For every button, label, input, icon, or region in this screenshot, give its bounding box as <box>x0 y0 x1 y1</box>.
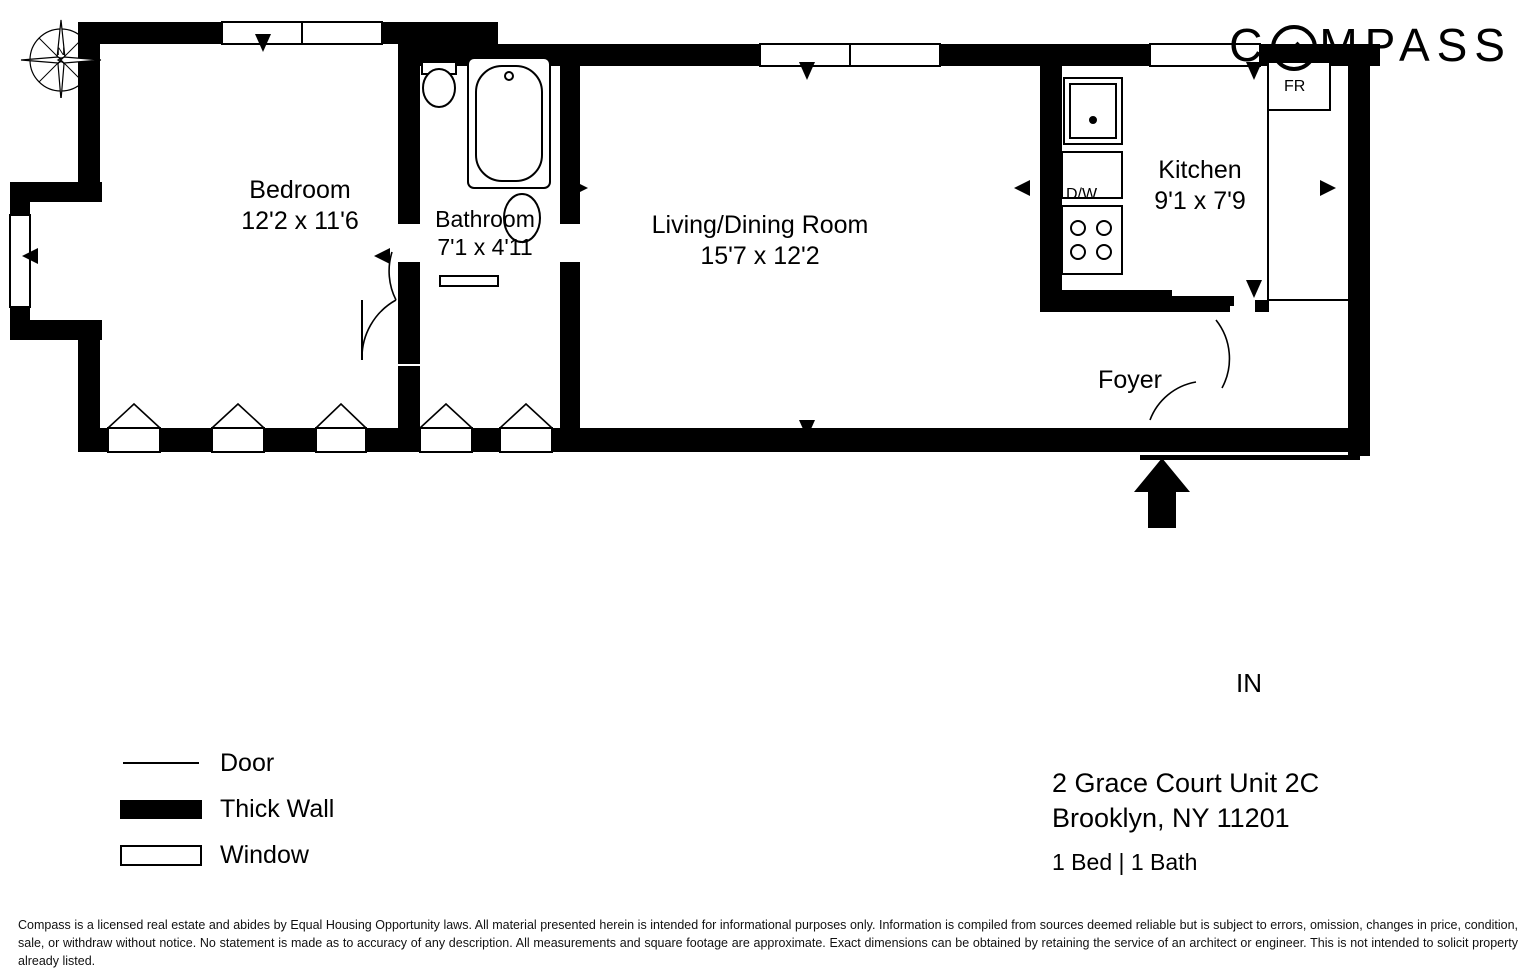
legend-label-door: Door <box>220 748 275 777</box>
room-dims-bedroom: 12'2 x 11'6 <box>241 206 359 235</box>
room-name-bathroom: Bathroom <box>435 206 535 232</box>
room-label-living <box>560 210 960 271</box>
room-dims-bathroom: 7'1 x 4'11 <box>437 234 533 261</box>
thick-wall-swatch <box>120 800 202 819</box>
beds-baths: 1 Bed | 1 Bath <box>1052 849 1198 876</box>
disclaimer-text: Compass is a licensed real estate and abides by Equal Housing Opportunity laws. All material presented herein is intended for informational purposes only. Information is compiled from sources deemed reliable but is subject to errors, omission, changes in price, condition, sale, or withdraw without notice. No statement is made as to accuracy of any description. All measurements and square footage are approximate. Exact dimensions can be obtained by retaining the service of an architect or engineer. This is not intended to solicit property already listed. <box>18 918 1518 969</box>
compass-circle-icon <box>1271 25 1317 71</box>
room-name-bedroom: Bedroom <box>249 176 351 204</box>
room-label-bathroom <box>395 205 575 261</box>
address-line-1: 2 Grace Court Unit 2C <box>1052 768 1320 798</box>
legend-item-window <box>120 832 450 878</box>
entry-label: IN <box>1236 668 1262 698</box>
appliance-label-fridge: FR <box>1284 78 1306 95</box>
room-dims-kitchen: 9'1 x 7'9 <box>1154 186 1246 215</box>
room-name-kitchen: Kitchen <box>1158 156 1242 184</box>
compass-logo <box>1229 18 1512 72</box>
window-swatch <box>120 845 202 866</box>
entry-arrow-icon <box>1134 458 1190 528</box>
brand-text-right: MPASS <box>1319 19 1512 71</box>
room-dims-living: 15'7 x 12'2 <box>700 241 820 270</box>
legend <box>120 740 450 878</box>
appliance-label-dishwasher: D/W <box>1066 186 1098 203</box>
door-line-swatch <box>120 762 202 764</box>
room-label-foyer <box>1030 365 1230 396</box>
legend-label-thick-wall: Thick Wall <box>220 794 335 823</box>
legend-item-door <box>120 740 450 786</box>
room-name-foyer: Foyer <box>1098 366 1162 394</box>
address-line-2: Brooklyn, NY 11201 <box>1052 802 1290 833</box>
compass-rose-icon <box>18 12 104 98</box>
legend-item-thick-wall <box>120 786 450 832</box>
room-name-living: Living/Dining Room <box>651 211 869 239</box>
legend-label-window: Window <box>220 840 309 869</box>
listing-address <box>1052 766 1319 876</box>
brand-text-left: C <box>1229 19 1270 71</box>
room-label-kitchen <box>1080 155 1320 216</box>
compass-north-label: N <box>57 46 65 58</box>
